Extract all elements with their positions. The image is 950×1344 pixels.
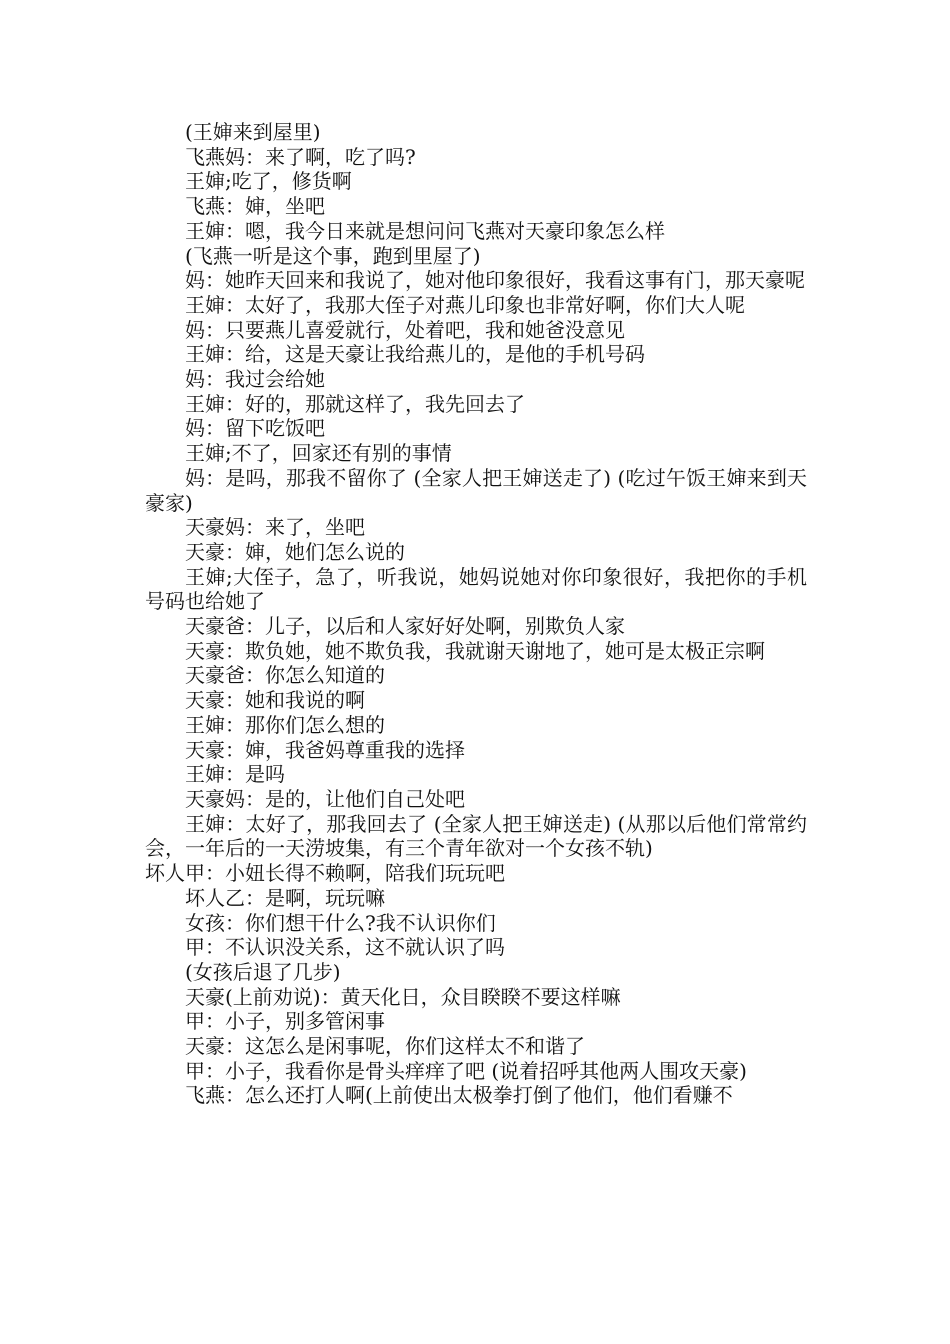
paragraph: (王婶来到屋里)	[185, 120, 321, 144]
paragraph: 天豪：她和我说的啊	[185, 688, 365, 713]
document-page	[145, 120, 807, 1108]
paragraph: 妈：只要燕儿喜爱就行，处着吧，我和她爸没意见	[185, 317, 625, 342]
paragraph: 王婶：那你们怎么想的	[185, 712, 385, 737]
paragraph: 王婶;不了，回家还有别的事情	[185, 441, 452, 466]
paragraph: 王婶：是吗	[185, 762, 285, 787]
paragraph: 天豪爸：你怎么知道的	[185, 663, 385, 688]
paragraph: 坏人乙：是啊，玩玩嘛	[185, 885, 385, 910]
paragraph: 王婶：嗯，我今日来就是想问问飞燕对天豪印象怎么样	[185, 218, 665, 243]
paragraph: 飞燕：婶，坐吧	[185, 194, 325, 219]
paragraph: 天豪：这怎么是闲事呢，你们这样太不和谐了	[185, 1034, 585, 1059]
paragraph: 天豪妈：是的，让他们自己处吧	[185, 786, 465, 811]
paragraph: 甲：小子，我看你是骨头痒痒了吧 (说着招呼其他两人围攻天豪)	[185, 1058, 747, 1083]
paragraph: 天豪爸：儿子，以后和人家好好处啊，别欺负人家	[185, 614, 625, 639]
paragraph: 天豪：婶，她们怎么说的	[185, 539, 405, 564]
paragraph: 女孩：你们想干什么?我不认识你们	[185, 910, 496, 935]
paragraph: 坏人甲：小妞长得不赖啊，陪我们玩玩吧	[145, 861, 505, 886]
paragraph: 天豪(上前劝说)：黄天化日，众目睽睽不要这样嘛	[185, 984, 621, 1009]
paragraph: 妈：我过会给她	[185, 367, 325, 392]
paragraph: (飞燕一听是这个事，跑到里屋了)	[185, 243, 481, 268]
paragraph: 甲：不认识没关系，这不就认识了吗	[185, 935, 505, 960]
paragraph: 王婶;吃了，修货啊	[185, 169, 352, 194]
paragraph: 妈：留下吃饭吧	[185, 416, 325, 441]
paragraph: 飞燕：怎么还打人啊(上前使出太极拳打倒了他们，他们看赚不	[185, 1083, 733, 1108]
paragraph: 妈：她昨天回来和我说了，她对他印象很好，我看这事有门，那天豪呢	[185, 268, 805, 293]
paragraph: 王婶：太好了，我那大侄子对燕儿印象也非常好啊，你们大人呢	[185, 292, 745, 317]
paragraph: 飞燕妈：来了啊，吃了吗?	[185, 144, 416, 169]
paragraph: 甲：小子，别多管闲事	[185, 1009, 385, 1034]
paragraph: (女孩后退了几步)	[185, 959, 341, 984]
paragraph: 天豪：婶，我爸妈尊重我的选择	[185, 737, 465, 762]
paragraph: 天豪妈：来了，坐吧	[185, 515, 365, 540]
paragraph: 王婶：给，这是天豪让我给燕儿的，是他的手机号码	[185, 342, 645, 367]
paragraph: 王婶;大侄子，急了，听我说，她妈说她对你印象很好，我把你的手机号码也给她了	[145, 564, 807, 614]
paragraph: 妈：是吗，那我不留你了 (全家人把王婶送走了) (吃过午饭王婶来到天豪家)	[145, 465, 807, 515]
paragraph: 王婶：好的，那就这样了，我先回去了	[185, 391, 525, 416]
paragraph: 王婶：太好了，那我回去了 (全家人把王婶送走) (从那以后他们常常约会，一年后的一天涝坡集，有三个青年欲对一个女孩不轨)	[145, 811, 807, 861]
paragraph: 天豪：欺负她，她不欺负我，我就谢天谢地了，她可是太极正宗啊	[185, 638, 765, 663]
